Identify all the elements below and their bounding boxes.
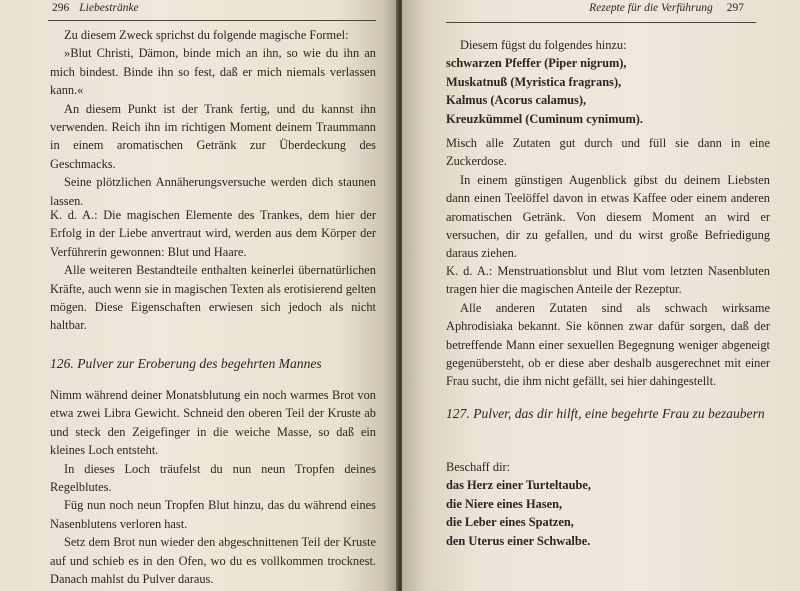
left-page-number: 296 [52, 2, 70, 14]
left-section-heading [50, 354, 376, 374]
section-title: 126. Pulver zur Eroberung des begehrten Mannes [50, 356, 322, 371]
section-title: 127. Pulver, das dir hilft, eine begehrte Frau zu bezaubern [446, 406, 765, 421]
paragraph: Alle weiteren Bestandteile enthalten keinerlei übernatürlichen Kräfte, auch wenn sie in magischen Texten als erotisierend gelten mögen. Diese Eigenschaften erwiesen sich jedoch als nicht haltbar. [50, 263, 376, 333]
ingredient-item: Muskatnuß (Myristica fragrans), [446, 74, 622, 89]
paragraph: Füg nun noch neun Tropfen Blut hinzu, das du während eines Nasenblutens verloren hast. [50, 498, 376, 531]
paragraph: Alle anderen Zutaten sind als schwach wirksame Aphrodisiaka bekannt. Sie können zwar dafür sorgen, daß der betreffende Mann einer sexuellen Begegnung weniger abgeneigt gegenübersteht, ob er diese aber deshalb ausgerechnet mit einer Frau sucht, die ihm nicht gefällt, sei hier dahingestellt. [446, 300, 770, 389]
right-page-number: 297 [726, 2, 744, 14]
list-item: die Leber eines Spatzen, [446, 515, 574, 530]
right-running-title: Rezepte für die Verführung [589, 2, 713, 14]
left-text-block-3 [50, 386, 376, 588]
right-text-block-3 [446, 262, 770, 391]
author-note: K. d. A.: Menstruationsblut und Blut vom letzten Nasenbluten tragen hier die magischen Anteile der Rezeptur. [446, 264, 770, 297]
left-text-block-2 [50, 206, 376, 335]
left-running-head [52, 2, 139, 14]
paragraph: Zu diesem Zweck sprichst du folgende magische Formel: [64, 28, 349, 42]
list-item: die Niere eines Hasen, [446, 496, 563, 511]
right-text-block-1 [446, 36, 770, 128]
list-item: das Herz einer Turteltaube, [446, 478, 592, 493]
paragraph: Diesem fügst du folgendes hinzu: [460, 38, 627, 52]
right-text-block-2 [446, 134, 770, 263]
left-header-rule [48, 20, 376, 21]
paragraph: In dieses Loch träufelst du nun neun Tropfen deines Regelblutes. [50, 461, 376, 495]
right-header-rule [446, 22, 756, 23]
list-intro: Beschaff dir: [446, 460, 511, 474]
left-page [0, 0, 398, 591]
paragraph: An diesem Punkt ist der Trank fertig, und du kannst ihn verwenden. Reich ihn im richtigen Moment deinem Traummann in einem aromatischen Getränk zur Überdeckung des Geschmacks. [50, 101, 376, 171]
paragraph: Seine plötzlichen Annäherungsversuche werden dich staunen lassen. [50, 175, 376, 208]
paragraph: Setz dem Brot nun wieder den abgeschnittenen Teil der Kruste auf und schieb es in den Ofen, wo du es vollkommen trocknest. Danach mahlst du Pulver daraus. [50, 535, 376, 587]
right-running-head [589, 2, 744, 14]
author-note: K. d. A.: Die magischen Elemente des Trankes, dem hier der Erfolg in der Liebe anvertraut wird, werden aus dem Körper der Verführerin gewonnen: Blut und Haare. [50, 208, 376, 259]
paragraph: In einem günstigen Augenblick gibst du deinem Liebsten dann einen Teelöffel davon in etwas Kaffee oder einem anderen aromatischen Getränk. Von diesem Moment an wird er versuchen, dir zu gefallen, und du wirst große Befriedigung daraus ziehen. [446, 172, 770, 261]
paragraph: Nimm während deiner Monatsblutung ein noch warmes Brot von etwa zwei Libra Gewicht. Schneid den oberen Teil der Kruste ab und steck den Zeigefinger in die weiche Masse, so daß ein kleines Loch entsteht. [50, 388, 376, 458]
ingredient-item: Kalmus (Acorus calamus), [446, 93, 587, 108]
right-page [402, 0, 800, 591]
left-text-block-1 [50, 26, 376, 210]
paragraph: »Blut Christi, Dämon, binde mich an ihn, so wie du ihn an mich bindest. Binde ihn so fest, daß er mich niemals verlassen kann.« [50, 46, 376, 98]
right-section-heading [446, 404, 770, 424]
right-text-block-4 [446, 458, 770, 550]
list-item: den Uterus einer Schwalbe. [446, 533, 591, 548]
left-running-title: Liebestränke [79, 2, 139, 14]
ingredient-item: Kreuzkümmel (Cuminum cynimum). [446, 111, 643, 126]
paragraph: Misch alle Zutaten gut durch und füll sie dann in eine Zuckerdose. [446, 136, 770, 169]
ingredient-item: schwarzen Pfeffer (Piper nigrum), [446, 56, 627, 71]
